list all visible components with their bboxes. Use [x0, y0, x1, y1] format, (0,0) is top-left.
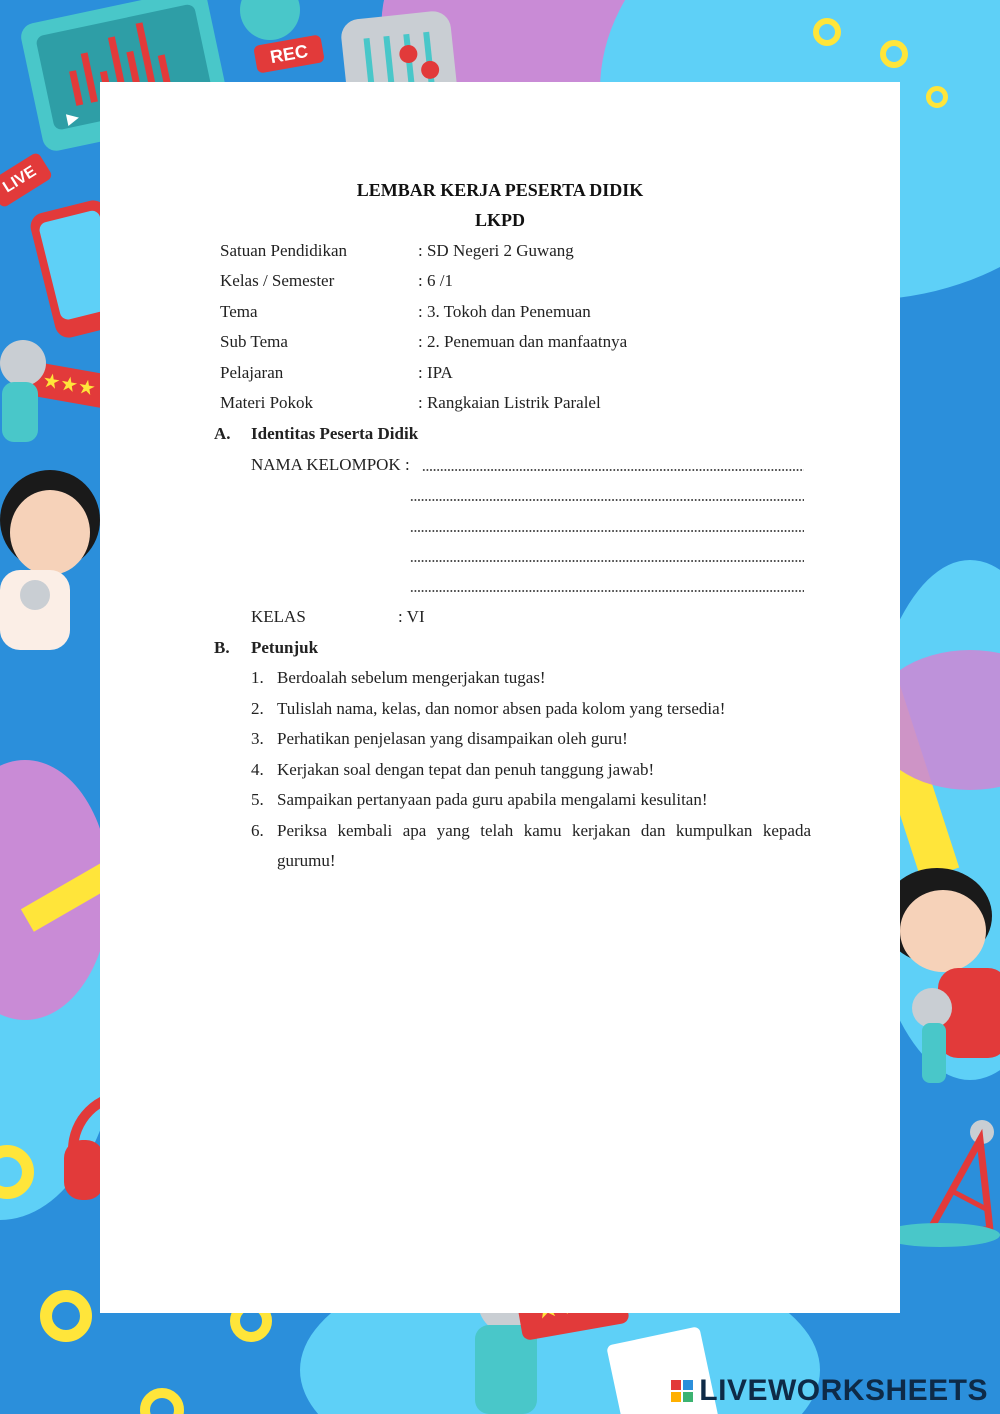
- section-a-letter: A.: [214, 424, 231, 443]
- list-item-number: 6.: [251, 821, 264, 840]
- section-a-heading: Identitas Peserta Didik: [251, 424, 419, 443]
- logo-grid-icon: [671, 1380, 693, 1402]
- info-value: : 3. Tokoh dan Penemuan: [418, 302, 591, 321]
- list-item: Berdoalah sebelum mengerjakan tugas!: [277, 668, 546, 687]
- info-label: Materi Pokok: [220, 393, 314, 412]
- list-item: Periksa kembali apa yang telah kamu kerjakan dan kumpulkan kepada: [277, 821, 811, 840]
- group-name-label: NAMA KELOMPOK :: [251, 455, 410, 474]
- microphone-stand-icon: [2, 382, 38, 442]
- worksheet-subtitle: LKPD: [474, 210, 525, 230]
- microphone-icon: [0, 340, 46, 386]
- group-name-line-1[interactable]: [422, 469, 804, 471]
- list-item-number: 1.: [251, 668, 264, 687]
- class-label: KELAS: [251, 607, 306, 626]
- list-item-number: 3.: [251, 729, 264, 748]
- info-label: Tema: [220, 302, 258, 321]
- liveworksheets-logo: [671, 1374, 988, 1408]
- radio-tower-illustration: [890, 1110, 1000, 1260]
- info-value: : Rangkaian Listrik Paralel: [418, 393, 601, 412]
- group-name-line-4[interactable]: [410, 560, 804, 562]
- section-b-letter: B.: [214, 638, 230, 657]
- list-item-continuation: gurumu!: [277, 851, 336, 870]
- ring-icon: [40, 1290, 92, 1342]
- microphone-icon: [240, 0, 300, 40]
- info-value: : 2. Penemuan dan manfaatnya: [418, 332, 628, 351]
- list-item-number: 5.: [251, 790, 264, 809]
- girl-character-illustration: [0, 470, 110, 650]
- section-b-heading: Petunjuk: [251, 638, 319, 657]
- group-name-line-2[interactable]: [410, 499, 804, 501]
- live-badge: LIVE: [0, 151, 53, 208]
- group-name-line-3[interactable]: [410, 530, 804, 532]
- info-label: Satuan Pendidikan: [220, 241, 348, 260]
- list-item: Sampaikan pertanyaan pada guru apabila mengalami kesulitan!: [277, 790, 708, 809]
- star-rating-badge: ★★★: [28, 361, 111, 408]
- ring-icon: [880, 40, 908, 68]
- group-name-line-5[interactable]: [410, 590, 804, 592]
- rec-badge: REC: [253, 34, 325, 73]
- info-label: Kelas / Semester: [220, 271, 335, 290]
- brand-name: LIVEWORKSHEETS: [699, 1374, 988, 1407]
- class-value: : VI: [398, 607, 425, 626]
- ring-icon: [813, 18, 841, 46]
- list-item-number: 4.: [251, 760, 264, 779]
- list-item: Tulislah nama, kelas, dan nomor absen pada kolom yang tersedia!: [277, 699, 726, 718]
- list-item: Perhatikan penjelasan yang disampaikan oleh guru!: [277, 729, 628, 748]
- info-label: Pelajaran: [220, 363, 284, 382]
- info-value: : SD Negeri 2 Guwang: [418, 241, 574, 260]
- worksheet-paper: [100, 82, 900, 1313]
- ring-icon: [926, 86, 948, 108]
- list-item-number: 2.: [251, 699, 264, 718]
- worksheet-title: LEMBAR KERJA PESERTA DIDIK: [356, 180, 644, 200]
- info-label: Sub Tema: [220, 332, 288, 351]
- list-item: Kerjakan soal dengan tepat dan penuh tanggung jawab!: [277, 760, 655, 779]
- info-value: : IPA: [418, 363, 453, 382]
- info-value: : 6 /1: [418, 271, 453, 290]
- ring-icon: [140, 1388, 184, 1414]
